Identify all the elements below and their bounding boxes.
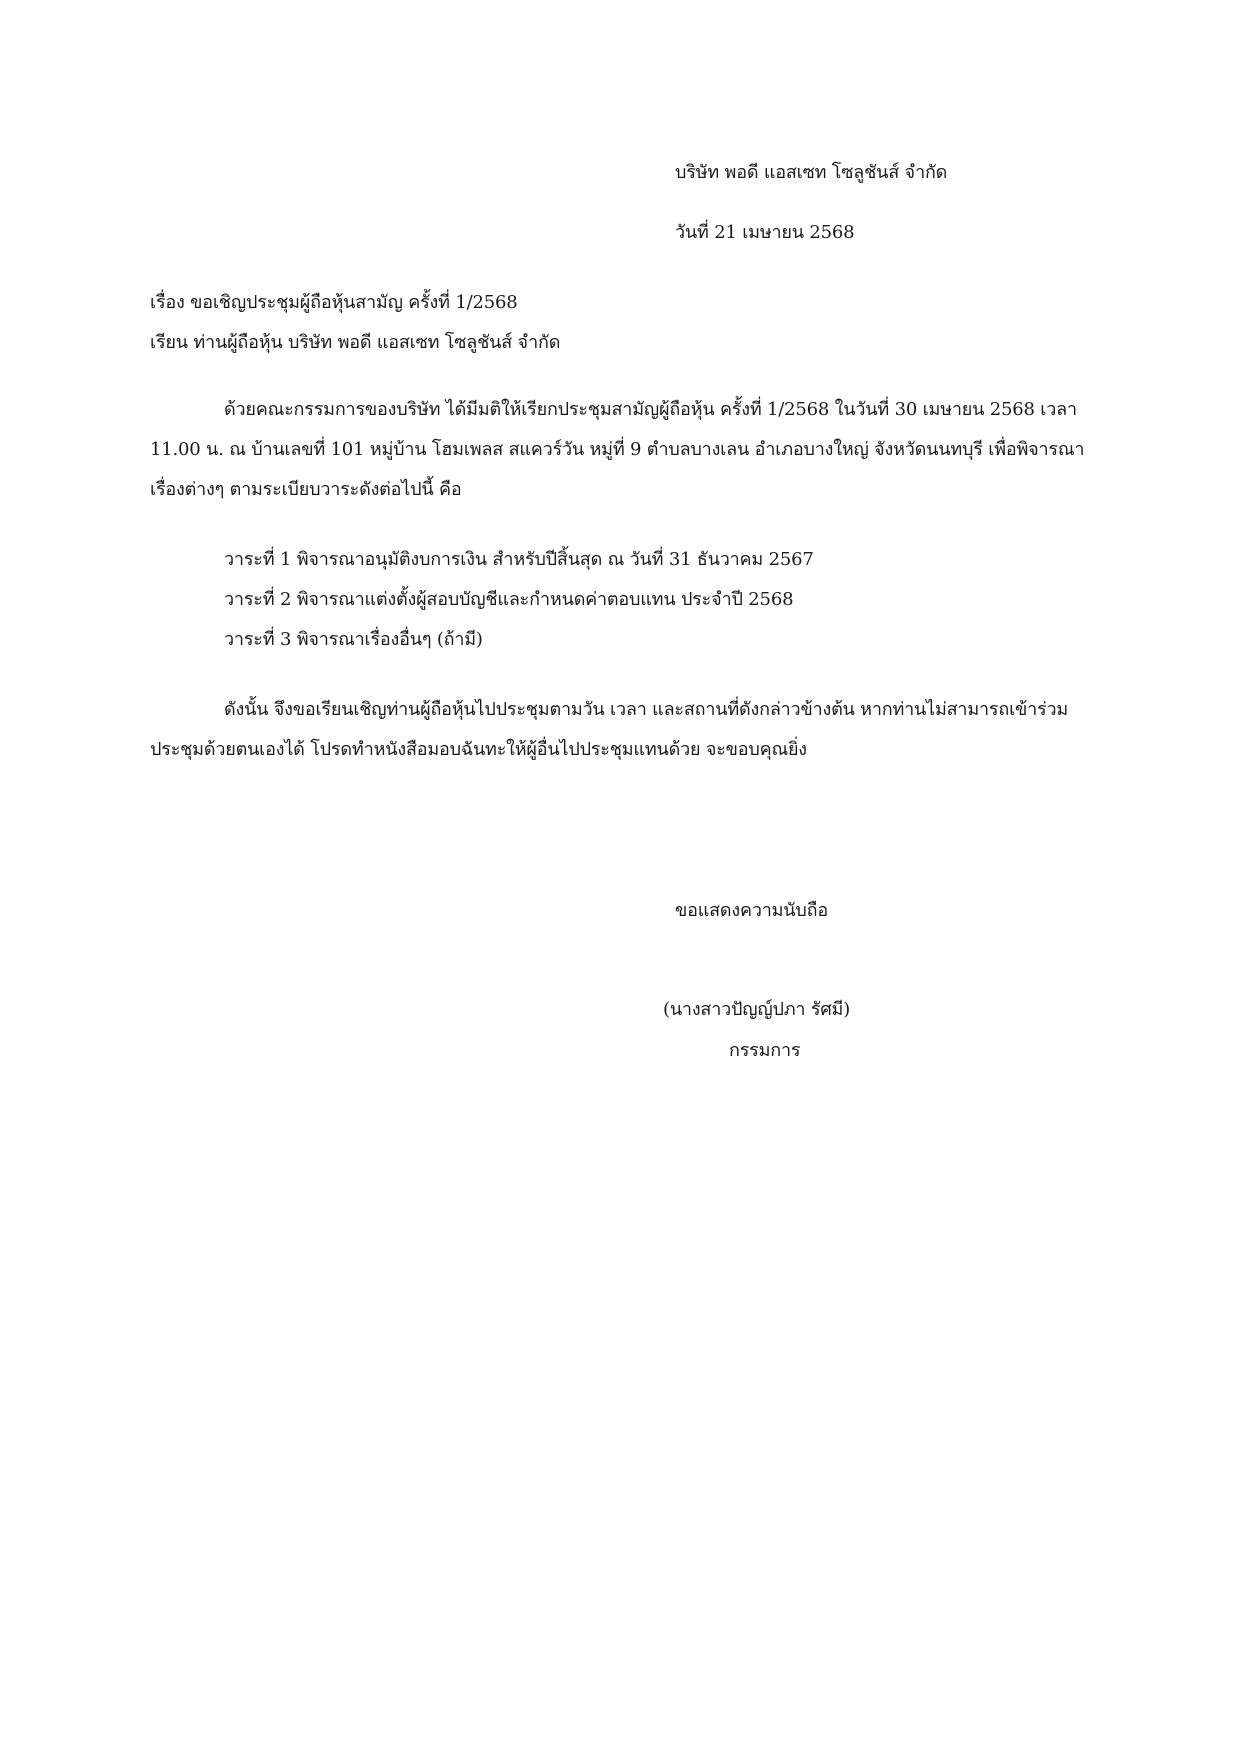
agenda-item-3: วาระที่ 3 พิจารณาเรื่องอื่นๆ (ถ้ามี) <box>224 629 483 650</box>
agenda-item-2: วาระที่ 2 พิจารณาแต่งตั้งผู้สอบบัญชีและกำหนดค่าตอบแทน ประจำปี 2568 <box>224 589 794 610</box>
company-name: บริษัท พอดี แอสเซท โซลูชันส์ จำกัด <box>675 162 948 183</box>
intro-line-3: เรื่องต่างๆ ตามระเบียบวาระดังต่อไปนี้ คือ <box>150 479 462 500</box>
signature-salutation: ขอแสดงความนับถือ <box>675 900 828 921</box>
intro-line-1: ด้วยคณะกรรมการของบริษัท ได้มีมติให้เรียกประชุมสามัญผู้ถือหุ้น ครั้งที่ 1/2568 ในวันที่ 30 เมษายน 2568 เวลา <box>224 399 1077 420</box>
closing-line-2: ประชุมด้วยตนเองได้ โปรดทำหนังสือมอบฉันทะให้ผู้อื่นไปประชุมแทนด้วย จะขอบคุณยิ่ง <box>150 739 807 760</box>
closing-line-1: ดังนั้น จึงขอเรียนเชิญท่านผู้ถือหุ้นไปประชุมตามวัน เวลา และสถานที่ดังกล่าวข้างต้น หากท่านไม่สามารถเข้าร่วม <box>224 699 1069 720</box>
letter-recipient: เรียน ท่านผู้ถือหุ้น บริษัท พอดี แอสเซท โซลูชันส์ จำกัด <box>150 332 561 353</box>
signatory-name: (นางสาวปัญญ์ปภา รัศมี) <box>663 999 851 1020</box>
letter-date: วันที่ 21 เมษายน 2568 <box>675 222 855 243</box>
agenda-item-1: วาระที่ 1 พิจารณาอนุมัติงบการเงิน สำหรับปีสิ้นสุด ณ วันที่ 31 ธันวาคม 2567 <box>224 549 814 570</box>
letter-subject: เรื่อง ขอเชิญประชุมผู้ถือหุ้นสามัญ ครั้งที่ 1/2568 <box>150 292 518 313</box>
intro-line-2: 11.00 น. ณ บ้านเลขที่ 101 หมู่บ้าน โฮมเพลส สแควร์วัน หมู่ที่ 9 ตำบลบางเลน อำเภอบางใหญ่ จังหวัดนนทบุรี เพื่อพิจารณา <box>150 439 1085 460</box>
signatory-position: กรรมการ <box>729 1040 801 1061</box>
